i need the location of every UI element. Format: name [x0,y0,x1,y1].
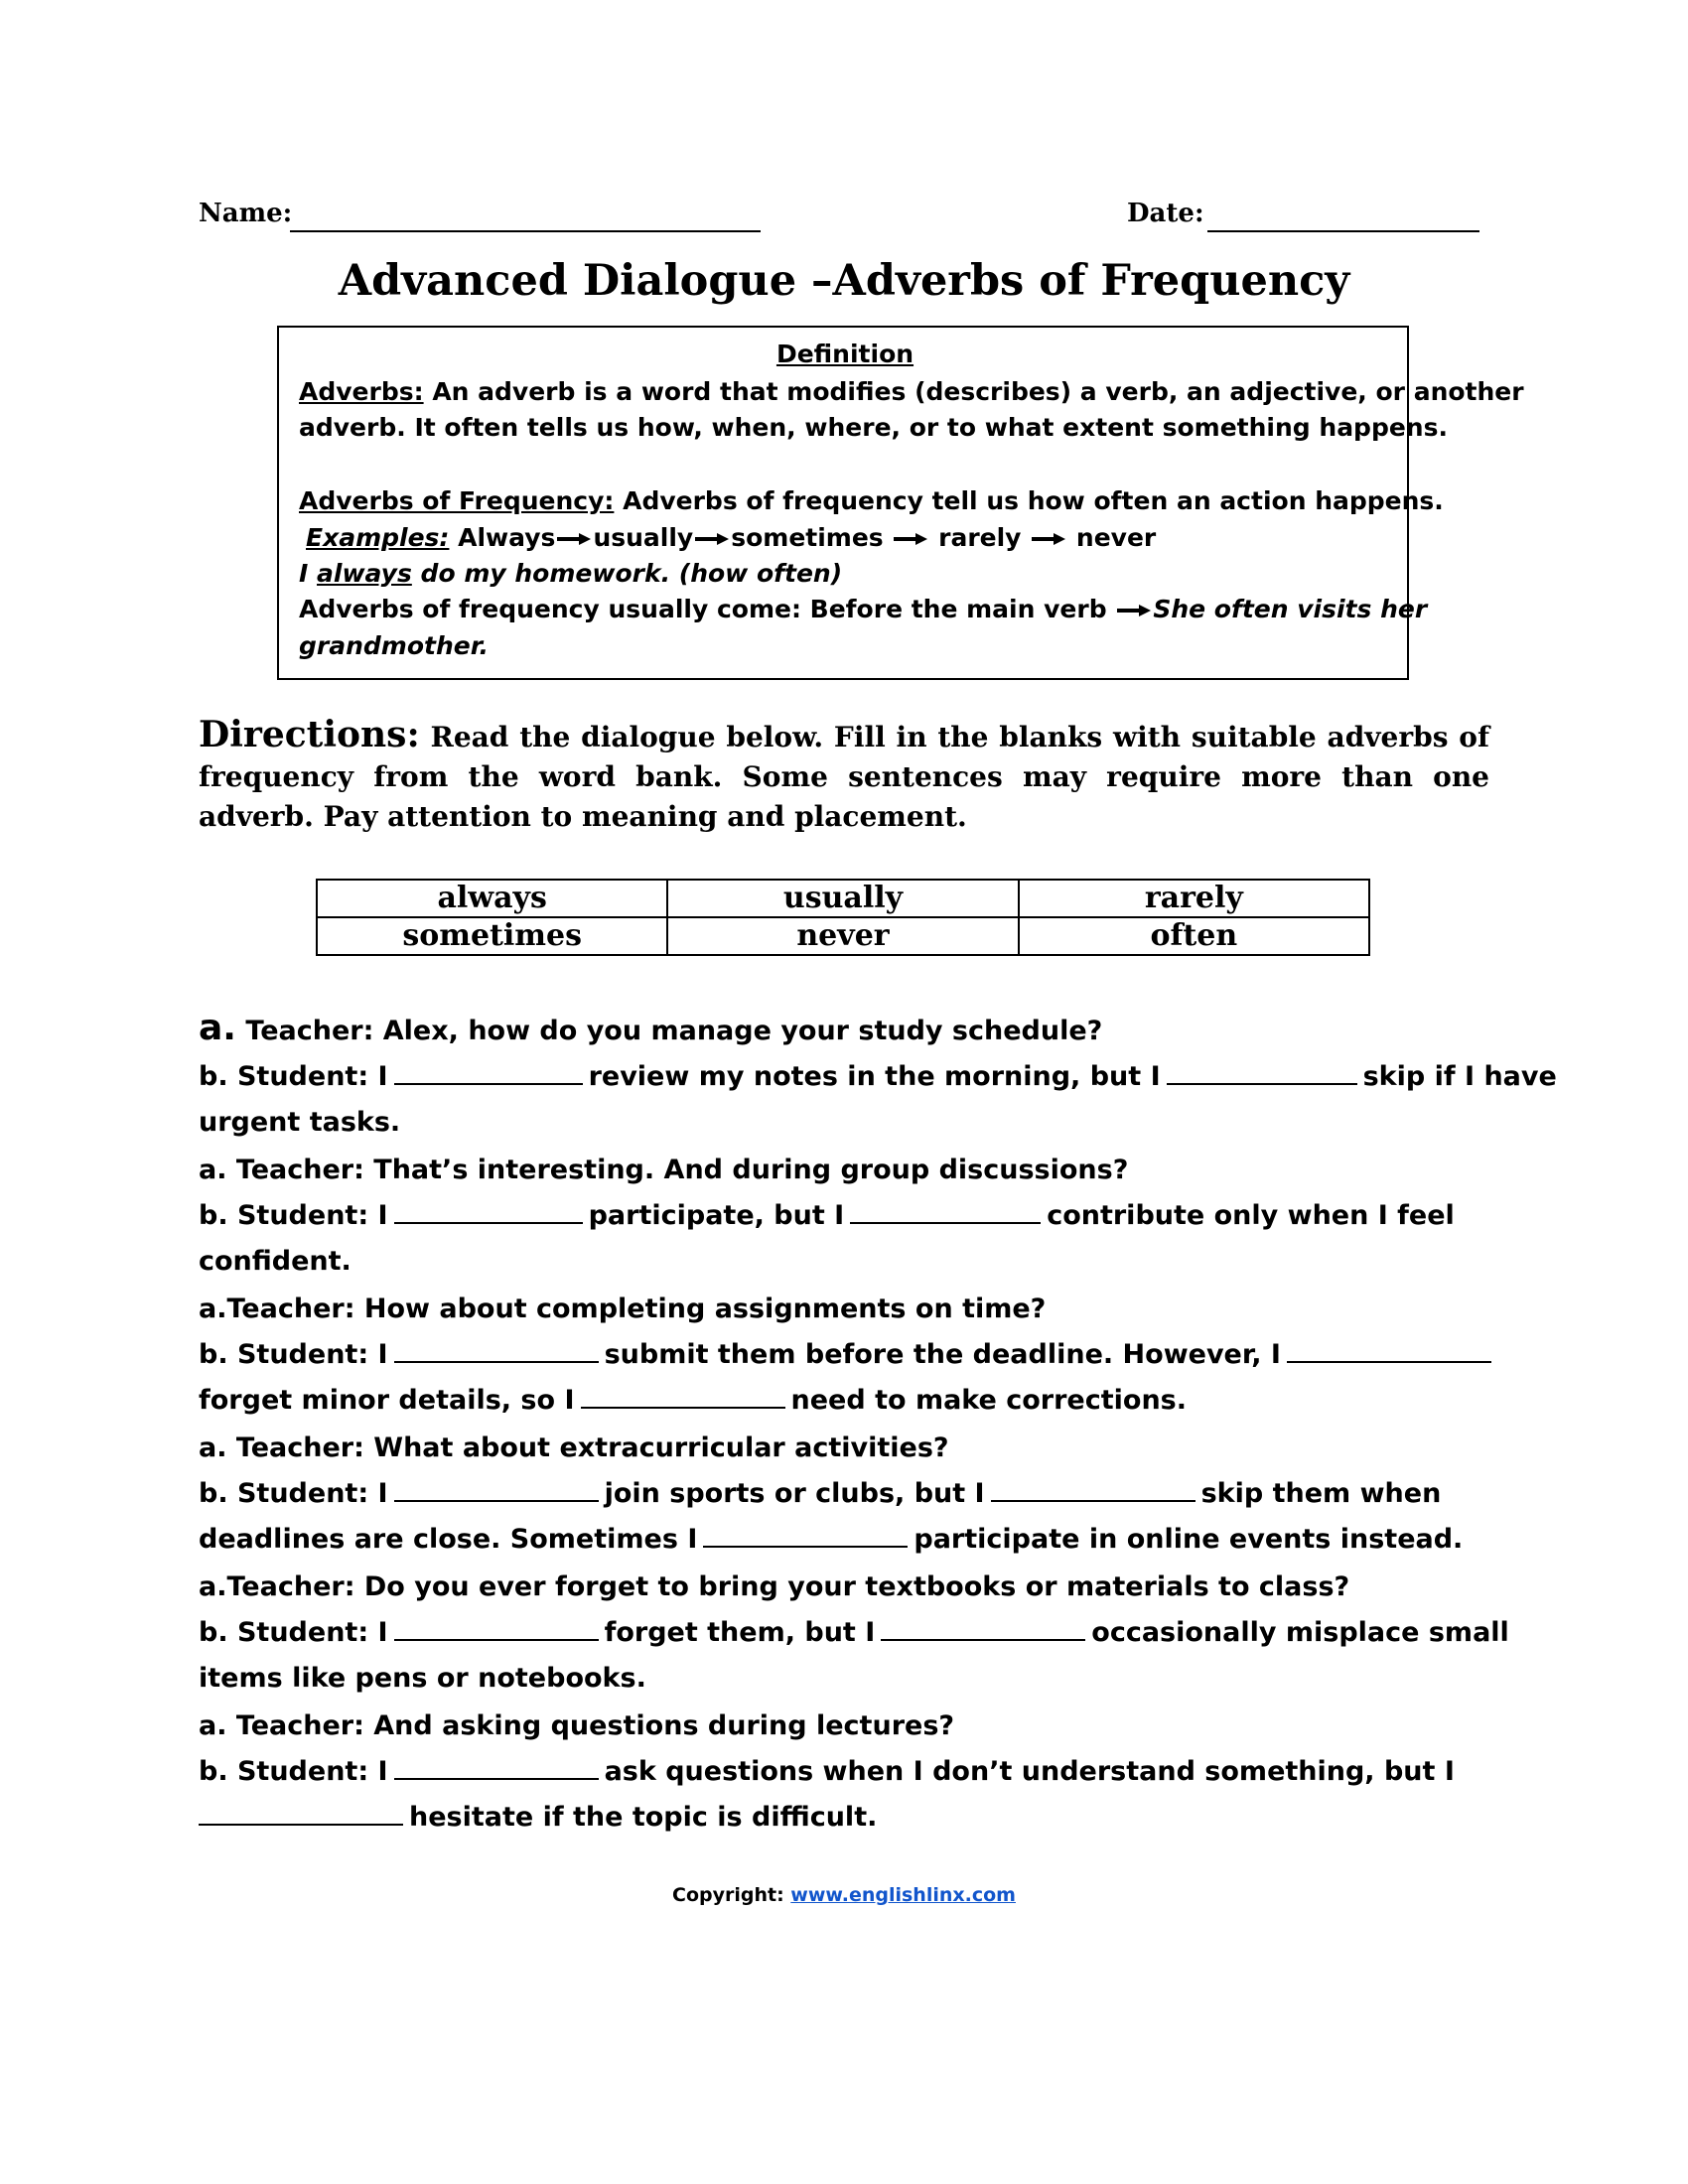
dialogue-line [199,1617,1509,1648]
example-sentence-pre: I [299,559,318,588]
dialogue-line: confident. [199,1246,352,1277]
dialogue-text: b. Student: I [199,1061,388,1092]
word-bank-table [316,879,1370,956]
blank-field[interactable] [394,1617,599,1641]
name-field[interactable] [290,230,761,232]
copyright-link[interactable]: www.englishlinx.com [790,1884,1016,1906]
dialogue-text: participate, but I [588,1200,845,1231]
frequency-definition-line [299,486,1444,515]
dialogue-text: forget minor details, so I [199,1385,575,1416]
blank-field[interactable] [850,1200,1041,1224]
blank-field[interactable] [703,1524,908,1548]
dialogue-line [199,1061,1557,1092]
definition-heading: Definition [775,340,914,368]
example-sentence [299,559,1391,588]
dialogue-line [199,1200,1455,1231]
dialogue-line [199,1756,1455,1787]
example-usually: usually [593,523,694,552]
arrow-right-icon [557,535,591,543]
blank-field[interactable] [199,1802,403,1826]
date-field[interactable] [1207,230,1479,232]
adverbs-definition-line-2: adverb. It often tells us how, when, where, or to what extent something happens. [299,413,1448,442]
dialogue-line: a. Teacher: That’s interesting. And during group discussions? [199,1155,1129,1185]
word-bank-cell: rarely [1019,880,1369,917]
blank-field[interactable] [991,1478,1196,1502]
blank-field[interactable] [581,1385,785,1409]
dialogue-text: b. Student: I [199,1339,388,1370]
example-sometimes: sometimes [731,523,884,552]
dialogue-line: a.Teacher: Do you ever forget to bring your textbooks or materials to class? [199,1571,1350,1602]
dialogue-line: items like pens or notebooks. [199,1663,646,1694]
blank-field[interactable] [1287,1339,1491,1363]
examples-line [306,523,1398,552]
placement-text: Adverbs of frequency usually come: Before the main verb [299,595,1116,623]
frequency-text: Adverbs of frequency tell us how often an action happens. [614,486,1444,515]
dialogue-text: submit them before the deadline. However, I [604,1339,1281,1370]
blank-field[interactable] [1167,1061,1357,1085]
adverbs-definition-line-1 [299,377,1524,406]
dialogue-text: Teacher: Alex, how do you manage your study schedule? [235,1016,1103,1046]
dialogue-text: deadlines are close. Sometimes I [199,1524,698,1555]
dialogue-line [199,1478,1441,1509]
word-bank-row [317,917,1369,955]
directions-label: Directions: [199,714,420,755]
dialogue-text: ask questions when I don’t understand something, but I [604,1756,1455,1787]
dialogue-text: hesitate if the topic is difficult. [409,1802,878,1833]
dialogue-text: participate in online events instead. [914,1524,1464,1555]
dialogue-line [199,1802,877,1833]
dialogue-text: skip if I have [1362,1061,1557,1092]
blank-field[interactable] [394,1200,583,1224]
dialogue-line [199,1524,1463,1555]
arrow-right-icon [695,535,729,543]
dialogue-text: forget them, but I [604,1617,876,1648]
example-sentence-adverb: always [317,559,412,588]
adverbs-term: Adverbs: [299,377,424,406]
example-sentence-post: do my homework. (how often) [411,559,843,588]
dialogue-text: b. Student: I [199,1756,388,1787]
copyright-label: Copyright: [672,1884,791,1906]
dialogue-line: urgent tasks. [199,1107,401,1138]
dialogue-line [199,1385,1187,1416]
placement-example-1: She often visits her [1153,595,1428,623]
copyright [0,1884,1688,1906]
dialogue-line [199,1008,1102,1048]
word-bank-cell: often [1019,917,1369,955]
placement-line [299,595,1428,623]
examples-label: Examples: [306,523,450,552]
directions [199,715,1489,837]
dialogue-text: join sports or clubs, but I [604,1478,985,1509]
placement-example-2: grandmother. [299,631,489,660]
dialogue-text: review my notes in the morning, but I [588,1061,1161,1092]
example-always: Always [458,523,556,552]
blank-field[interactable] [394,1339,599,1363]
blank-field[interactable] [394,1756,599,1780]
date-label: Date: [1127,199,1204,228]
word-bank-cell: never [667,917,1018,955]
header-row [199,199,1479,238]
arrow-right-icon [1117,607,1151,614]
dialogue-text: b. Student: I [199,1200,388,1231]
dialogue-text: b. Student: I [199,1478,388,1509]
dialogue-line [199,1339,1497,1370]
arrow-right-icon [894,535,927,543]
dialogue-text: skip them when [1200,1478,1442,1509]
dialogue-line: a. Teacher: What about extracurricular activities? [199,1433,949,1463]
dialogue-text: occasionally misplace small [1091,1617,1509,1648]
arrow-right-icon [1032,535,1065,543]
adverbs-text-1: An adverb is a word that modifies (describes) a verb, an adjective, or another [423,377,1524,406]
word-bank-cell: always [317,880,667,917]
dialogue-text: b. Student: I [199,1617,388,1648]
word-bank-row [317,880,1369,917]
directions-text: Read the dialogue below. Fill in the blanks with suitable adverbs of frequency from the word bank. Some sentences may require more than one adverb. Pay attention to meaning and placement. [199,721,1489,833]
dialogue-line: a.Teacher: How about completing assignments on time? [199,1294,1047,1324]
definition-box [277,326,1524,680]
name-label: Name: [199,199,293,228]
blank-field[interactable] [881,1617,1085,1641]
frequency-term: Adverbs of Frequency: [299,486,615,515]
dialogue-text: contribute only when I feel [1047,1200,1455,1231]
word-bank-cell: sometimes [317,917,667,955]
example-rarely: rarely [938,523,1022,552]
example-never: never [1075,523,1157,552]
page-title: Advanced Dialogue –Adverbs of Frequency [338,256,1350,306]
dialogue-prefix: a. [199,1008,236,1048]
dialogue-line: a. Teacher: And asking questions during lectures? [199,1710,955,1741]
dialogue-text: need to make corrections. [790,1385,1188,1416]
blank-field[interactable] [394,1061,583,1085]
blank-field[interactable] [394,1478,599,1502]
word-bank-cell: usually [667,880,1018,917]
